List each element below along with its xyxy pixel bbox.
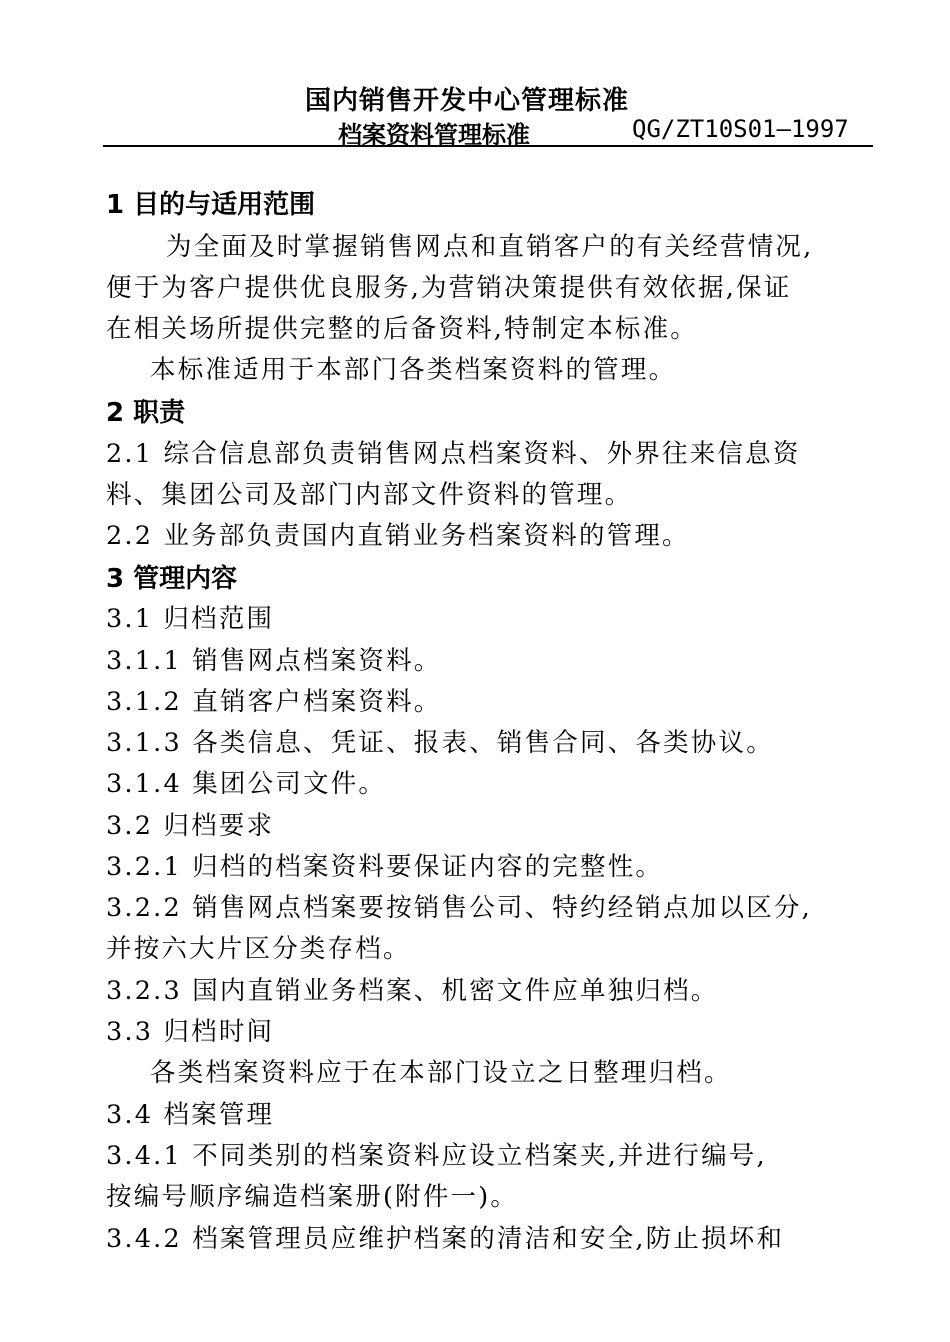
list-item-continuation: 并按六大片区分类存档。: [106, 934, 411, 964]
subsection-heading: 3.4 档案管理: [106, 1100, 275, 1130]
list-item: 3.1.4 集团公司文件。: [106, 769, 387, 799]
paragraph-line: 为全面及时掌握销售网点和直销客户的有关经营情况,: [166, 232, 814, 262]
paragraph-line: 各类档案资料应于在本部门设立之日整理归档。: [150, 1058, 732, 1088]
document-subtitle: 档案资料管理标准: [338, 120, 530, 149]
list-item: 3.2.1 归档的档案资料要保证内容的完整性。: [106, 852, 664, 882]
list-item-continuation: 按编号顺序编造档案册(附件一)。: [106, 1182, 519, 1212]
list-item: 3.2.2 销售网点档案要按销售公司、特约经销点加以区分,: [106, 893, 812, 923]
section-heading-3: 3 管理内容: [106, 564, 238, 594]
document-title: 国内销售开发中心管理标准: [305, 86, 630, 116]
paragraph-line: 在相关场所提供完整的后备资料,特制定本标准。: [106, 314, 699, 344]
document-code: QG/ZT10S01—1997: [632, 115, 849, 143]
section-heading-2: 2 职责: [106, 398, 186, 428]
list-item: 3.1.1 销售网点档案资料。: [106, 646, 442, 676]
subsection-heading: 3.2 归档要求: [106, 811, 275, 841]
list-item: 3.1.3 各类信息、凭证、报表、销售合同、各类协议。: [106, 728, 774, 758]
paragraph-line: 本标准适用于本部门各类档案资料的管理。: [150, 355, 677, 385]
list-item: 3.2.3 国内直销业务档案、机密文件应单独归档。: [106, 976, 719, 1006]
subsection-heading: 3.3 归档时间: [106, 1017, 275, 1047]
list-item-continuation: 料、集团公司及部门内部文件资料的管理。: [106, 480, 633, 510]
header-divider: [103, 145, 873, 147]
list-item: 2.2 业务部负责国内直销业务档案资料的管理。: [106, 521, 690, 551]
section-heading-1: 1 目的与适用范围: [106, 190, 316, 220]
list-item: 3.1.2 直销客户档案资料。: [106, 687, 442, 717]
subsection-heading: 3.1 归档范围: [106, 604, 275, 634]
list-item: 2.1 综合信息部负责销售网点档案资料、外界往来信息资: [106, 439, 801, 469]
list-item: 3.4.2 档案管理员应维护档案的清洁和安全,防止损坏和: [106, 1224, 785, 1254]
paragraph-line: 便于为客户提供优良服务,为营销决策提供有效依据,保证: [106, 273, 792, 303]
list-item: 3.4.1 不同类别的档案资料应设立档案夹,并进行编号,: [106, 1141, 767, 1171]
